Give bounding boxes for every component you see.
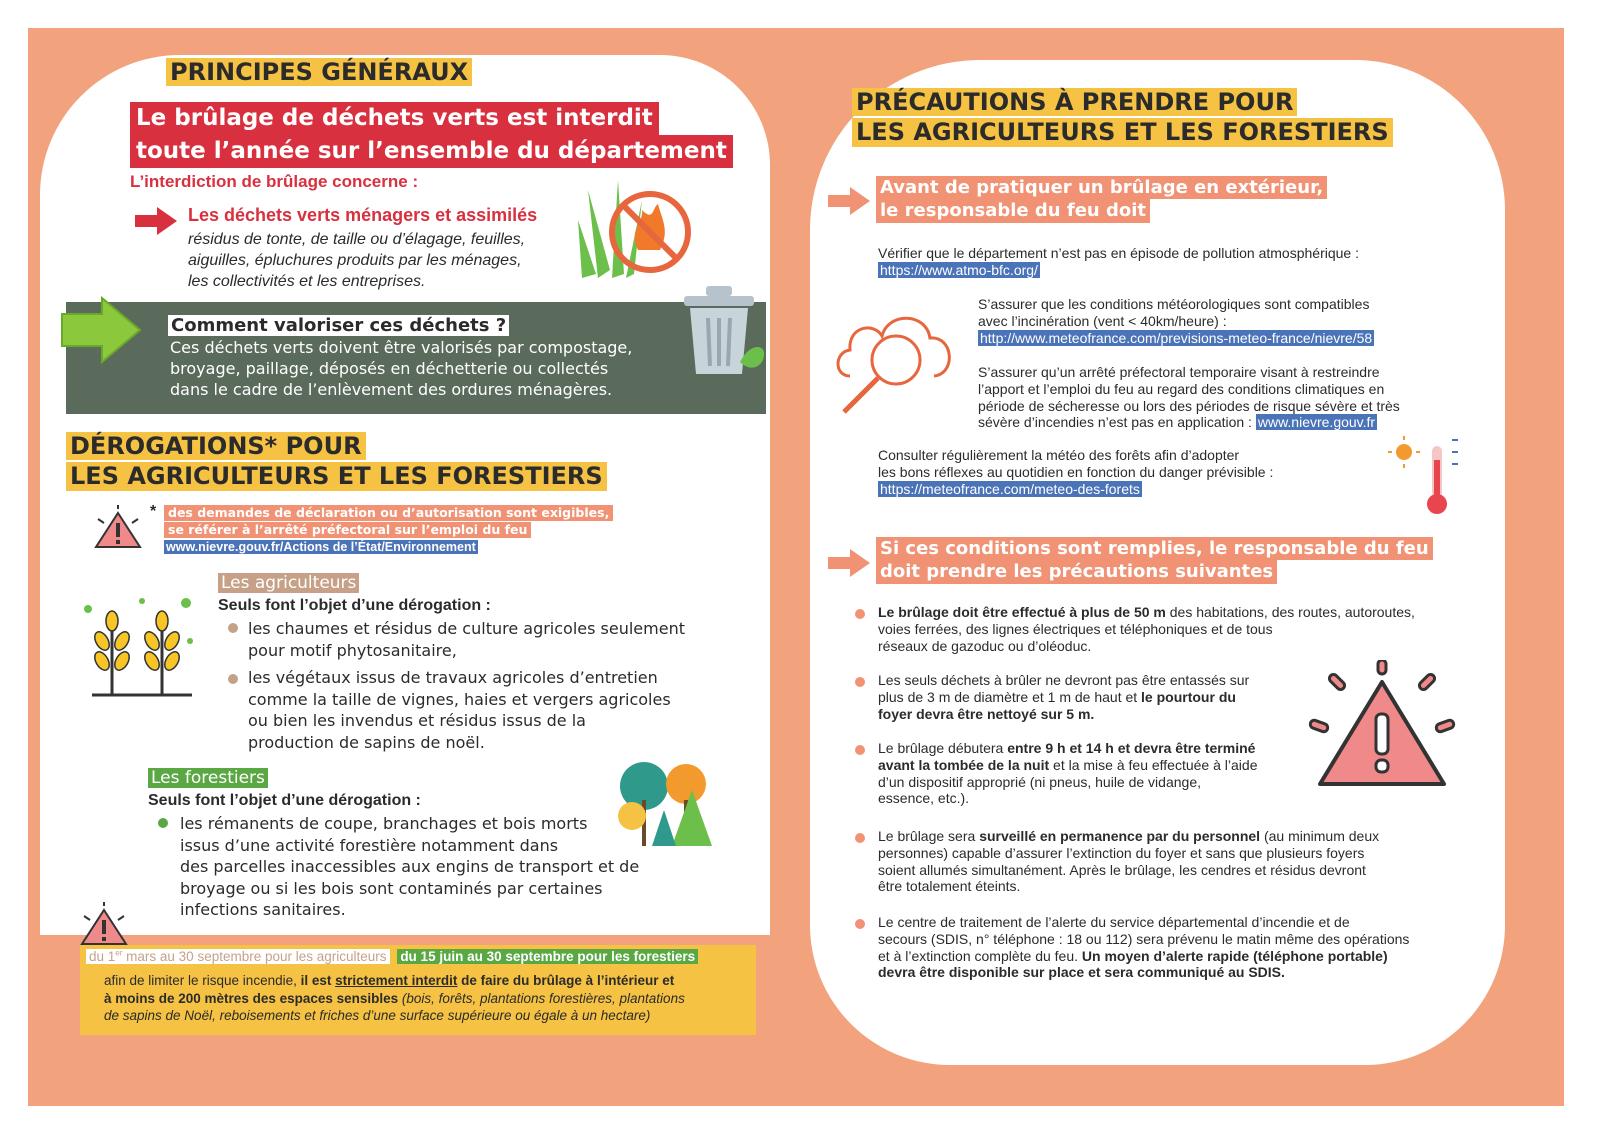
valoriser-desc: [170, 338, 632, 400]
avant-heading: [876, 176, 1327, 223]
meteo-check-line: S’assurer que les conditions météorologiques sont compatibles: [978, 296, 1370, 312]
avant-line-2: le responsable du feu doit: [876, 199, 1150, 222]
ban-headline: [130, 102, 733, 168]
period-forestiers: du 15 juin au 30 septembre pour les forestiers: [397, 949, 698, 964]
list-item-line: comme la taille de vignes, haies et vergers agricoles: [248, 689, 671, 709]
weather-search-icon: [830, 296, 960, 422]
list-item-line: infections sanitaires.: [180, 900, 346, 920]
bullet-icon: [855, 677, 865, 687]
bullet-icon: [158, 818, 168, 828]
precaution-distance: Le brûlage doit être effectué à plus de 50 m des habitations, des routes, autoroutes, voies ferrées, des lignes électriques et téléphoniques et de tous réseaux de gazoduc ou d’oléoduc.: [878, 604, 1415, 654]
arrete-check-line: S’assurer qu’un arrêté préfectoral temporaire visant à restreindre: [978, 364, 1380, 380]
arrete-check-line: période de sécheresse ou lors des périodes de risque sévère et très: [978, 397, 1400, 414]
wheat-icon: [78, 595, 198, 705]
conditions-line-1: Si ces conditions sont remplies, le responsable du feu: [876, 537, 1433, 560]
valoriser-title: Comment valoriser ces déchets ?: [168, 315, 509, 336]
pollution-check: [878, 245, 1359, 279]
warning-icon: [78, 902, 130, 948]
bullet-icon: [855, 745, 865, 755]
green-arrow-icon: [58, 296, 144, 366]
trees-icon: [612, 760, 722, 850]
concerns-label: L’interdiction de brûlage concerne :: [130, 172, 419, 191]
precautions-title-line-2: LES AGRICULTEURS ET LES FORESTIERS: [852, 118, 1393, 146]
precautions-title: [852, 88, 1393, 147]
pollution-check-text: Vérifier que le département n’est pas en épisode de pollution atmosphérique :: [878, 245, 1359, 261]
valoriser-desc-line: Ces déchets verts doivent être valorisés par compostage,: [170, 338, 633, 357]
precautions-title-line-1: PRÉCAUTIONS À PRENDRE POUR: [852, 88, 1297, 116]
derogations-note: [164, 505, 613, 556]
valoriser-desc-line: broyage, paillage, déposés en déchetterie ou collectés: [170, 358, 609, 378]
note-link[interactable]: www.nievre.gouv.fr/Actions de l’État/Environnement: [166, 539, 476, 554]
asterisk: *: [150, 503, 157, 520]
menagers-desc-line: résidus de tonte, de taille ou d’élagage, feuilles,: [188, 231, 526, 248]
salmon-arrow-icon: [826, 185, 872, 217]
note-line-2: se référer à l’arrêté préfectoral sur l’emploi du feu: [164, 522, 531, 538]
ban-line-2: toute l’année sur l’ensemble du département: [130, 135, 733, 168]
conditions-heading: [876, 537, 1433, 584]
forestiers-intro: Seuls font l’objet d’une dérogation :: [148, 792, 421, 809]
avant-line-1: Avant de pratiquer un brûlage en extérieur,: [876, 176, 1327, 199]
period-warning-text: afin de limiter le risque incendie, il est strictement interdit de faire du brûlage à l’intérieur et à moins de 200 mètres des espaces sensibles (bois, forêts, plantations forestières, plantations de sapins de Noël, reboisements et friches d’une surface supérieure ou égale à un hectare): [104, 973, 685, 1024]
precaution-hours: Le brûlage débutera entre 9 h et 14 h et devra être terminé avant la tombée de la nuit et la mise à feu effectuée à l’aide d’un dispositif approprié (ni pneus, huile de vidange, essence, etc.).: [878, 740, 1258, 807]
salmon-arrow-icon: [826, 547, 872, 579]
agriculteurs-intro: Seuls font l’objet d’une dérogation :: [218, 597, 491, 614]
meteo-forets-link[interactable]: https://meteofrance.com/meteo-des-forets: [880, 480, 1140, 497]
list-item-line: issus d’une activité forestière notamment dans: [180, 835, 559, 855]
list-item-line: broyage ou si les bois sont contaminés par certaines: [180, 878, 603, 898]
meteofrance-link[interactable]: http://www.meteofrance.com/previsions-meteo-france/nievre/58: [980, 329, 1373, 346]
precaution-pile-size: Les seuls déchets à brûler ne devront pas être entassés sur plus de 3 m de diamètre et 1 m de haut et le pourtour du foyer devra être nettoyé sur 5 m.: [878, 672, 1250, 722]
derogations-title: [66, 432, 607, 491]
period-labels: [86, 948, 698, 964]
agriculteurs-label: Les agriculteurs: [218, 573, 359, 593]
bullet-icon: [855, 609, 865, 619]
menagers-desc-line: aiguilles, épluchures produits par les ménages,: [188, 251, 522, 269]
arrete-check: S’assurer qu’un arrêté préfectoral temporaire visant à restreindre l’apport et l’emploi du feu au regard des conditions climatiques en période de sécheresse ou lors des périodes de risque sévère et très sévère d’incendies n’est pas en application : www.nievre.gouv.fr: [978, 364, 1400, 431]
large-warning-icon: [1304, 660, 1460, 796]
bullet-icon: [228, 623, 238, 633]
note-line-1: des demandes de déclaration ou d’autorisation sont exigibles,: [164, 505, 613, 521]
list-item-line: production de sapins de noël.: [248, 732, 485, 752]
nievre-link[interactable]: www.nievre.gouv.fr: [1257, 414, 1376, 431]
list-item-line: ou bien les invendus et résidus issus de la: [248, 711, 586, 731]
derogations-title-line-2: LES AGRICULTEURS ET LES FORESTIERS: [66, 462, 607, 490]
menagers-title: Les déchets verts ménagers et assimilés: [188, 205, 538, 225]
bullet-icon: [228, 674, 238, 684]
menagers-desc-line: les collectivités et les entreprises.: [188, 272, 426, 290]
principes-title: PRINCIPES GÉNÉRAUX: [166, 58, 472, 86]
agriculteurs-list: [248, 618, 685, 754]
precaution-sdis: Le centre de traitement de l’alerte du service départemental d’incendie et de secours (SDIS, n° téléphone : 18 ou 112) sera prévenu le matin même des opérations et à l’extinction complète du feu. Un moyen d’alerte rapide (téléphone portable) devra être disponible sur place et sera communiqué au SDIS.: [878, 914, 1410, 981]
list-item: [248, 667, 685, 753]
list-item-line: pour motif phytosanitaire,: [248, 640, 457, 660]
list-item-line: les chaumes et résidus de culture agricoles seulement: [248, 619, 685, 638]
ban-line-1: Le brûlage de déchets verts est interdit: [130, 102, 659, 135]
arrete-check-line: l’apport et l’emploi du feu au regard des conditions climatiques en: [978, 380, 1385, 397]
no-burning-grass-icon: [578, 170, 698, 282]
list-item: [248, 618, 685, 661]
period-agriculteurs: du 1er mars au 30 septembre pour les agriculteurs: [86, 949, 390, 964]
meteo-check-line: avec l’incinération (vent < 40km/heure) :: [978, 312, 1227, 329]
forets-check-line: Consulter régulièrement la météo des forêts afin d’adopter: [878, 447, 1240, 463]
meteo-check: [978, 296, 1374, 346]
conditions-line-2: doit prendre les précautions suivantes: [876, 560, 1277, 583]
menagers-desc: [188, 230, 525, 292]
forestiers-list: [180, 813, 639, 921]
forestiers-label: Les forestiers: [148, 768, 268, 788]
red-arrow-icon: [133, 205, 179, 237]
trash-bin-icon: [680, 282, 770, 382]
atmo-link[interactable]: https://www.atmo-bfc.org/: [880, 261, 1038, 278]
forets-check-line: les bons réflexes au quotidien en fonction du danger prévisible :: [878, 463, 1274, 480]
heat-thermometer-icon: [1386, 430, 1466, 520]
list-item-line: des parcelles inaccessibles aux engins de transport et de: [180, 857, 640, 877]
precaution-surveillance: Le brûlage sera surveillé en permanence par du personnel (au minimum deux personnes) capable d’assurer l’extinction du foyer et sans que plusieurs foyers soient allumés simultanément. Après le brûlage, les cendres et résidus devront être totalement éteints.: [878, 828, 1380, 895]
forets-check: [878, 447, 1273, 497]
list-item-line: les végétaux issus de travaux agricoles d’entretien: [248, 668, 658, 688]
derogations-title-line-1: DÉROGATIONS* POUR: [66, 432, 366, 460]
list-item-line: les rémanents de coupe, branchages et bois morts: [180, 814, 588, 833]
warning-icon: [92, 505, 144, 551]
valoriser-desc-line: dans le cadre de l’enlèvement des ordures ménagères.: [170, 379, 613, 399]
bullet-icon: [855, 833, 865, 843]
bullet-icon: [855, 919, 865, 929]
